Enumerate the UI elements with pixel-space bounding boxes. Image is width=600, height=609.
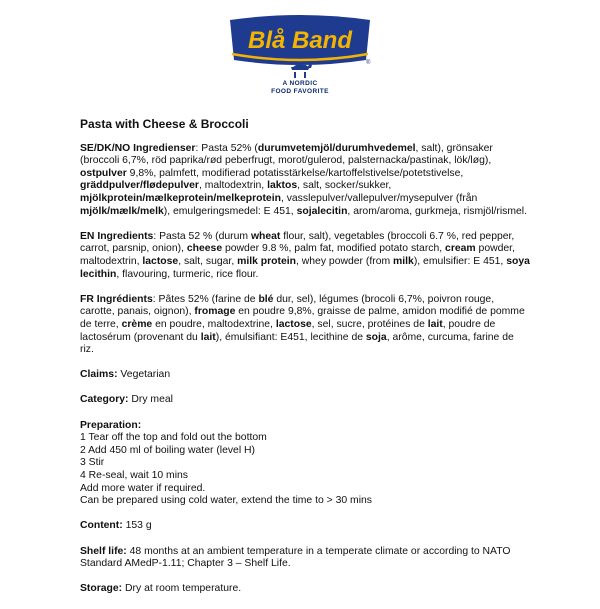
svg-text:®: ® <box>366 60 371 66</box>
ingredients-fr: FR Ingrédients: Pâtes 52% (farine de blé dur, sel), légumes (brocoli 6,7%, poivron rouge, carotte, panais, oignon), fromage en poudre 9,8%, graisse de palme, amidon modifié de pomme de terre, crème en poudre, maltodextrine, lactose, sel, sucre, protéines de lait, poudre de lactosérum (provenant du lait), émulsifiant: E451, lecithine de soja, arôme, curcuma, farine de riz. <box>80 293 525 356</box>
content: Content: 153 g <box>80 520 152 532</box>
preparation-step: 1 Tear off the top and fold out the bottom <box>80 432 267 444</box>
ingredients-se: SE/DK/NO Ingredienser: Pasta 52% (durumvetemjöl/durumhvedemel, salt), grönsaker (broccoli 6,7%, röd paprika/rød peberfrugt, morot/gulerod, palsternacka/pastinak, lök/løg), ostpulver 9,8%, palmfett, modifierad potatisstärkelse/kartoffelstivelse/potetstivelse, gräddpulver/flødepulver, maltodextrin, laktos, salt, socker/sukker, mjölkprotein/mælkeprotein/melkeprotein, vasslepulver/vallepulver/mysepulver (från mjölk/mælk/melk), emulgeringsmedel: E 451, sojalecitin, arom/aroma, gurkmeja, rismjöl/rismel. <box>80 142 527 217</box>
preparation: Preparation: 1 Tear off the top and fold out the bottom 2 Add 450 ml of boiling water (level H) 3 Stir 4 Re-seal, wait 10 mins Add more water if required. Can be prepared using cold water, extend the time to > 30 mins <box>80 419 372 507</box>
storage: Storage: Dry at room temperature. <box>80 583 242 595</box>
page-title: Pasta with Cheese & Broccoli <box>80 117 249 131</box>
logo-text: Blå Band <box>247 27 353 54</box>
shelf-life: Shelf life: 48 months at an ambient temperature in a temperate climate or according to NATO Standard AMedP-1.11; Chapter 3 – Shelf Life. <box>80 545 511 570</box>
ingredients-en: EN Ingredients: Pasta 52 % (durum wheat flour, salt), vegetables (broccoli 6.7 %, red pepper, carrot, parsnip, onion), cheese powder 9.8 %, palm fat, modified potato starch, cream powder, maltodextrin, lactose, salt, sugar, milk protein, whey powder (from milk), emulsifier: E 451, soya lecithin, flavouring, turmeric, rice flour. <box>80 230 530 280</box>
logo-tagline: A NORDIC FOOD FAVORITE <box>271 80 329 95</box>
preparation-step: 4 Re-seal, wait 10 mins <box>80 470 188 482</box>
category: Category: Dry meal <box>80 394 173 406</box>
moose-icon <box>291 64 312 78</box>
preparation-step: Can be prepared using cold water, extend the time to > 30 mins <box>80 495 372 507</box>
preparation-step: 2 Add 450 ml of boiling water (level H) <box>80 444 255 456</box>
product-spec <box>80 118 530 609</box>
claims: Claims: Vegetarian <box>80 369 171 381</box>
preparation-step: 3 Stir <box>80 457 105 469</box>
preparation-step: Add more water if required. <box>80 482 206 494</box>
